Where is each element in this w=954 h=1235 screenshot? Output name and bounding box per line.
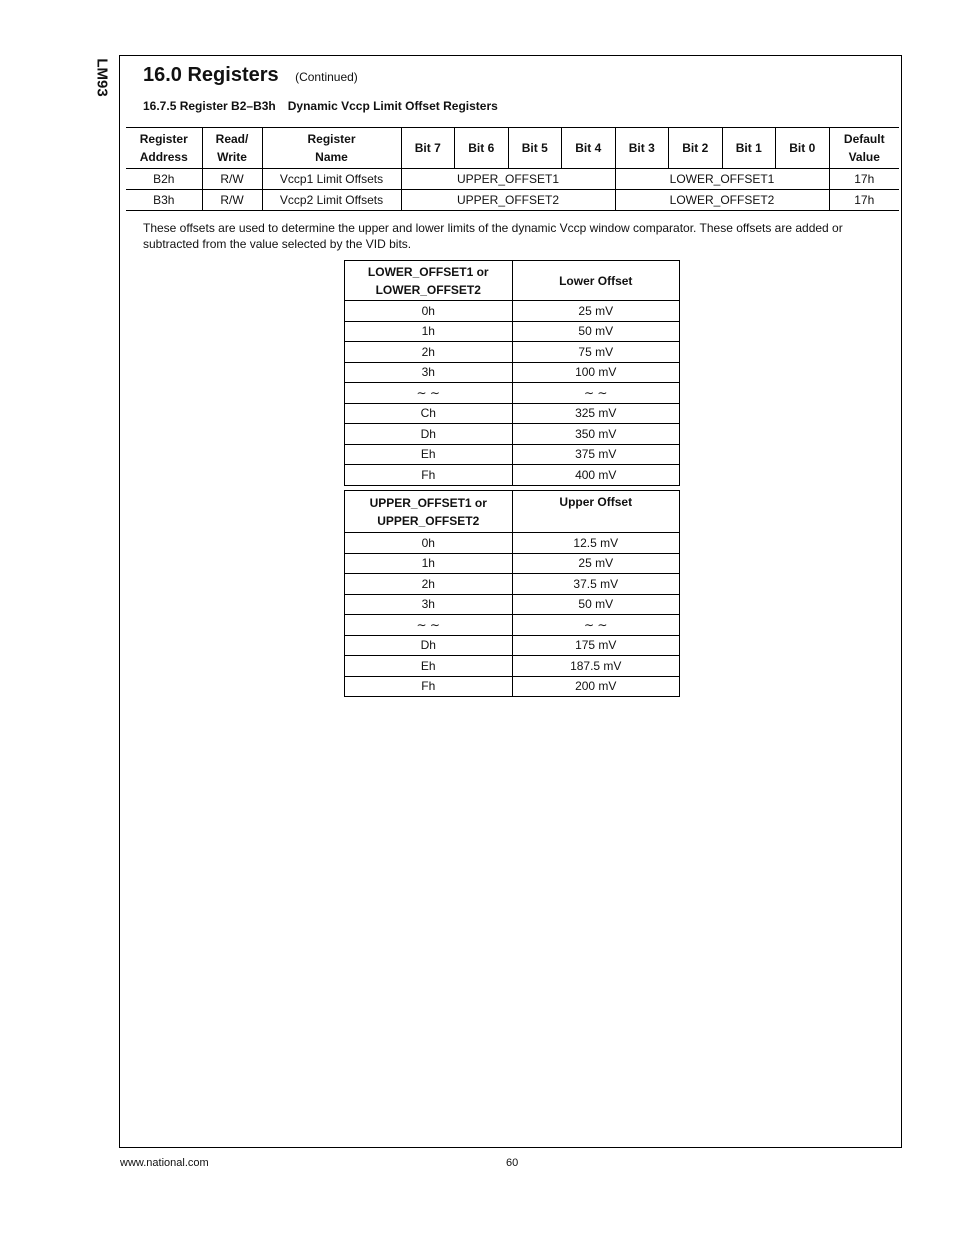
offset-code: 2h [345,342,513,363]
offset-code: Dh [345,424,513,445]
header-bit-7: Bit 7 [401,128,455,169]
register-upper-field: UPPER_OFFSET1 [401,169,615,190]
table-row [345,321,680,342]
table-row-ellipsis [345,383,680,404]
offset-value: 12.5 mV [512,533,680,554]
side-part-label [88,52,116,102]
table-row [345,444,680,465]
table-row-ellipsis [345,615,680,636]
offset-value: 187.5 mV [512,656,680,677]
upper-offset-header-row [345,491,680,533]
section-continued: (Continued) [295,70,358,84]
header-bit-4: Bit 4 [562,128,616,169]
footer-website[interactable]: www.national.com [120,1157,209,1169]
side-part-label-text: LM93 [93,57,111,97]
footer-page-number: 60 [506,1157,519,1169]
offset-code: Fh [345,465,513,486]
header-upper-offset-value: Upper Offset [512,491,680,533]
table-row [345,594,680,615]
header-upper-offset-code: UPPER_OFFSET1 or UPPER_OFFSET2 [345,491,513,533]
header-default-value: Default Value [829,128,899,169]
header-bit-6: Bit 6 [455,128,509,169]
offset-code: Fh [345,676,513,697]
offset-code: Eh [345,444,513,465]
offset-code: 1h [345,553,513,574]
upper-offset-table [344,490,680,697]
register-name: Vccp1 Limit Offsets [262,169,401,190]
offset-code: 3h [345,362,513,383]
table-row [126,169,899,190]
offset-code: 0h [345,301,513,322]
lower-offset-header-row [345,261,680,301]
table-row [345,574,680,595]
register-table [126,127,899,211]
register-lower-field: LOWER_OFFSET2 [615,190,829,211]
lower-offset-table [344,260,680,486]
subsection-name: Dynamic Vccp Limit Offset Registers [287,99,498,113]
subsection-number: 16.7.5 Register B2–B3h [143,99,276,113]
offset-code: 3h [345,594,513,615]
offset-value: 37.5 mV [512,574,680,595]
offset-code-ellipsis: ∼ ∼ [345,383,513,404]
register-address: B3h [153,193,175,207]
offset-value-ellipsis: ∼ ∼ [512,615,680,636]
register-rw: R/W [202,169,262,190]
offset-code: 0h [345,533,513,554]
offset-code: Ch [345,403,513,424]
offset-value: 375 mV [512,444,680,465]
offset-code: Dh [345,635,513,656]
offset-value: 25 mV [512,553,680,574]
table-row [345,403,680,424]
offset-value: 200 mV [512,676,680,697]
offset-code: 2h [345,574,513,595]
offset-value: 50 mV [512,594,680,615]
register-rw: R/W [202,190,262,211]
header-lower-offset-value: Lower Offset [512,261,680,301]
table-row [345,362,680,383]
table-row [345,635,680,656]
header-bit-5: Bit 5 [508,128,562,169]
register-default: 17h [829,169,899,190]
offset-value: 400 mV [512,465,680,486]
header-read-write: Read/ Write [202,128,262,169]
header-register-address: Register Address [126,128,202,169]
register-table-header-row [126,128,899,169]
table-row [345,533,680,554]
header-lower-offset-code: LOWER_OFFSET1 or LOWER_OFFSET2 [345,261,513,301]
subsection-header [143,99,498,113]
header-bit-3: Bit 3 [615,128,669,169]
description-paragraph: These offsets are used to determine the upper and lower limits of the dynamic Vccp window comparator. These offsets are added or subtracted from the value selected by the VID bits. [143,221,843,251]
offset-value: 175 mV [512,635,680,656]
offset-value: 325 mV [512,403,680,424]
register-lower-field: LOWER_OFFSET1 [615,169,829,190]
offset-code-ellipsis: ∼ ∼ [345,615,513,636]
offset-value: 50 mV [512,321,680,342]
table-row [126,190,899,211]
offset-code: 1h [345,321,513,342]
offset-value: 350 mV [512,424,680,445]
register-address: B2h [126,169,202,190]
table-row [345,656,680,677]
offset-code: Eh [345,656,513,677]
table-row [345,301,680,322]
table-row [345,553,680,574]
register-name: Vccp2 Limit Offsets [262,190,401,211]
register-default: 17h [829,190,899,211]
table-row [345,465,680,486]
section-title: 16.0 Registers [143,64,279,86]
offset-value-ellipsis: ∼ ∼ [512,383,680,404]
header-bit-2: Bit 2 [669,128,723,169]
table-row [345,342,680,363]
table-row [345,676,680,697]
header-register-name: Register Name [262,128,401,169]
offset-value: 25 mV [512,301,680,322]
offset-value: 75 mV [512,342,680,363]
header-bit-0: Bit 0 [776,128,830,169]
register-upper-field: UPPER_OFFSET2 [401,190,615,211]
section-header [143,64,358,87]
header-bit-1: Bit 1 [722,128,776,169]
offset-value: 100 mV [512,362,680,383]
table-row [345,424,680,445]
